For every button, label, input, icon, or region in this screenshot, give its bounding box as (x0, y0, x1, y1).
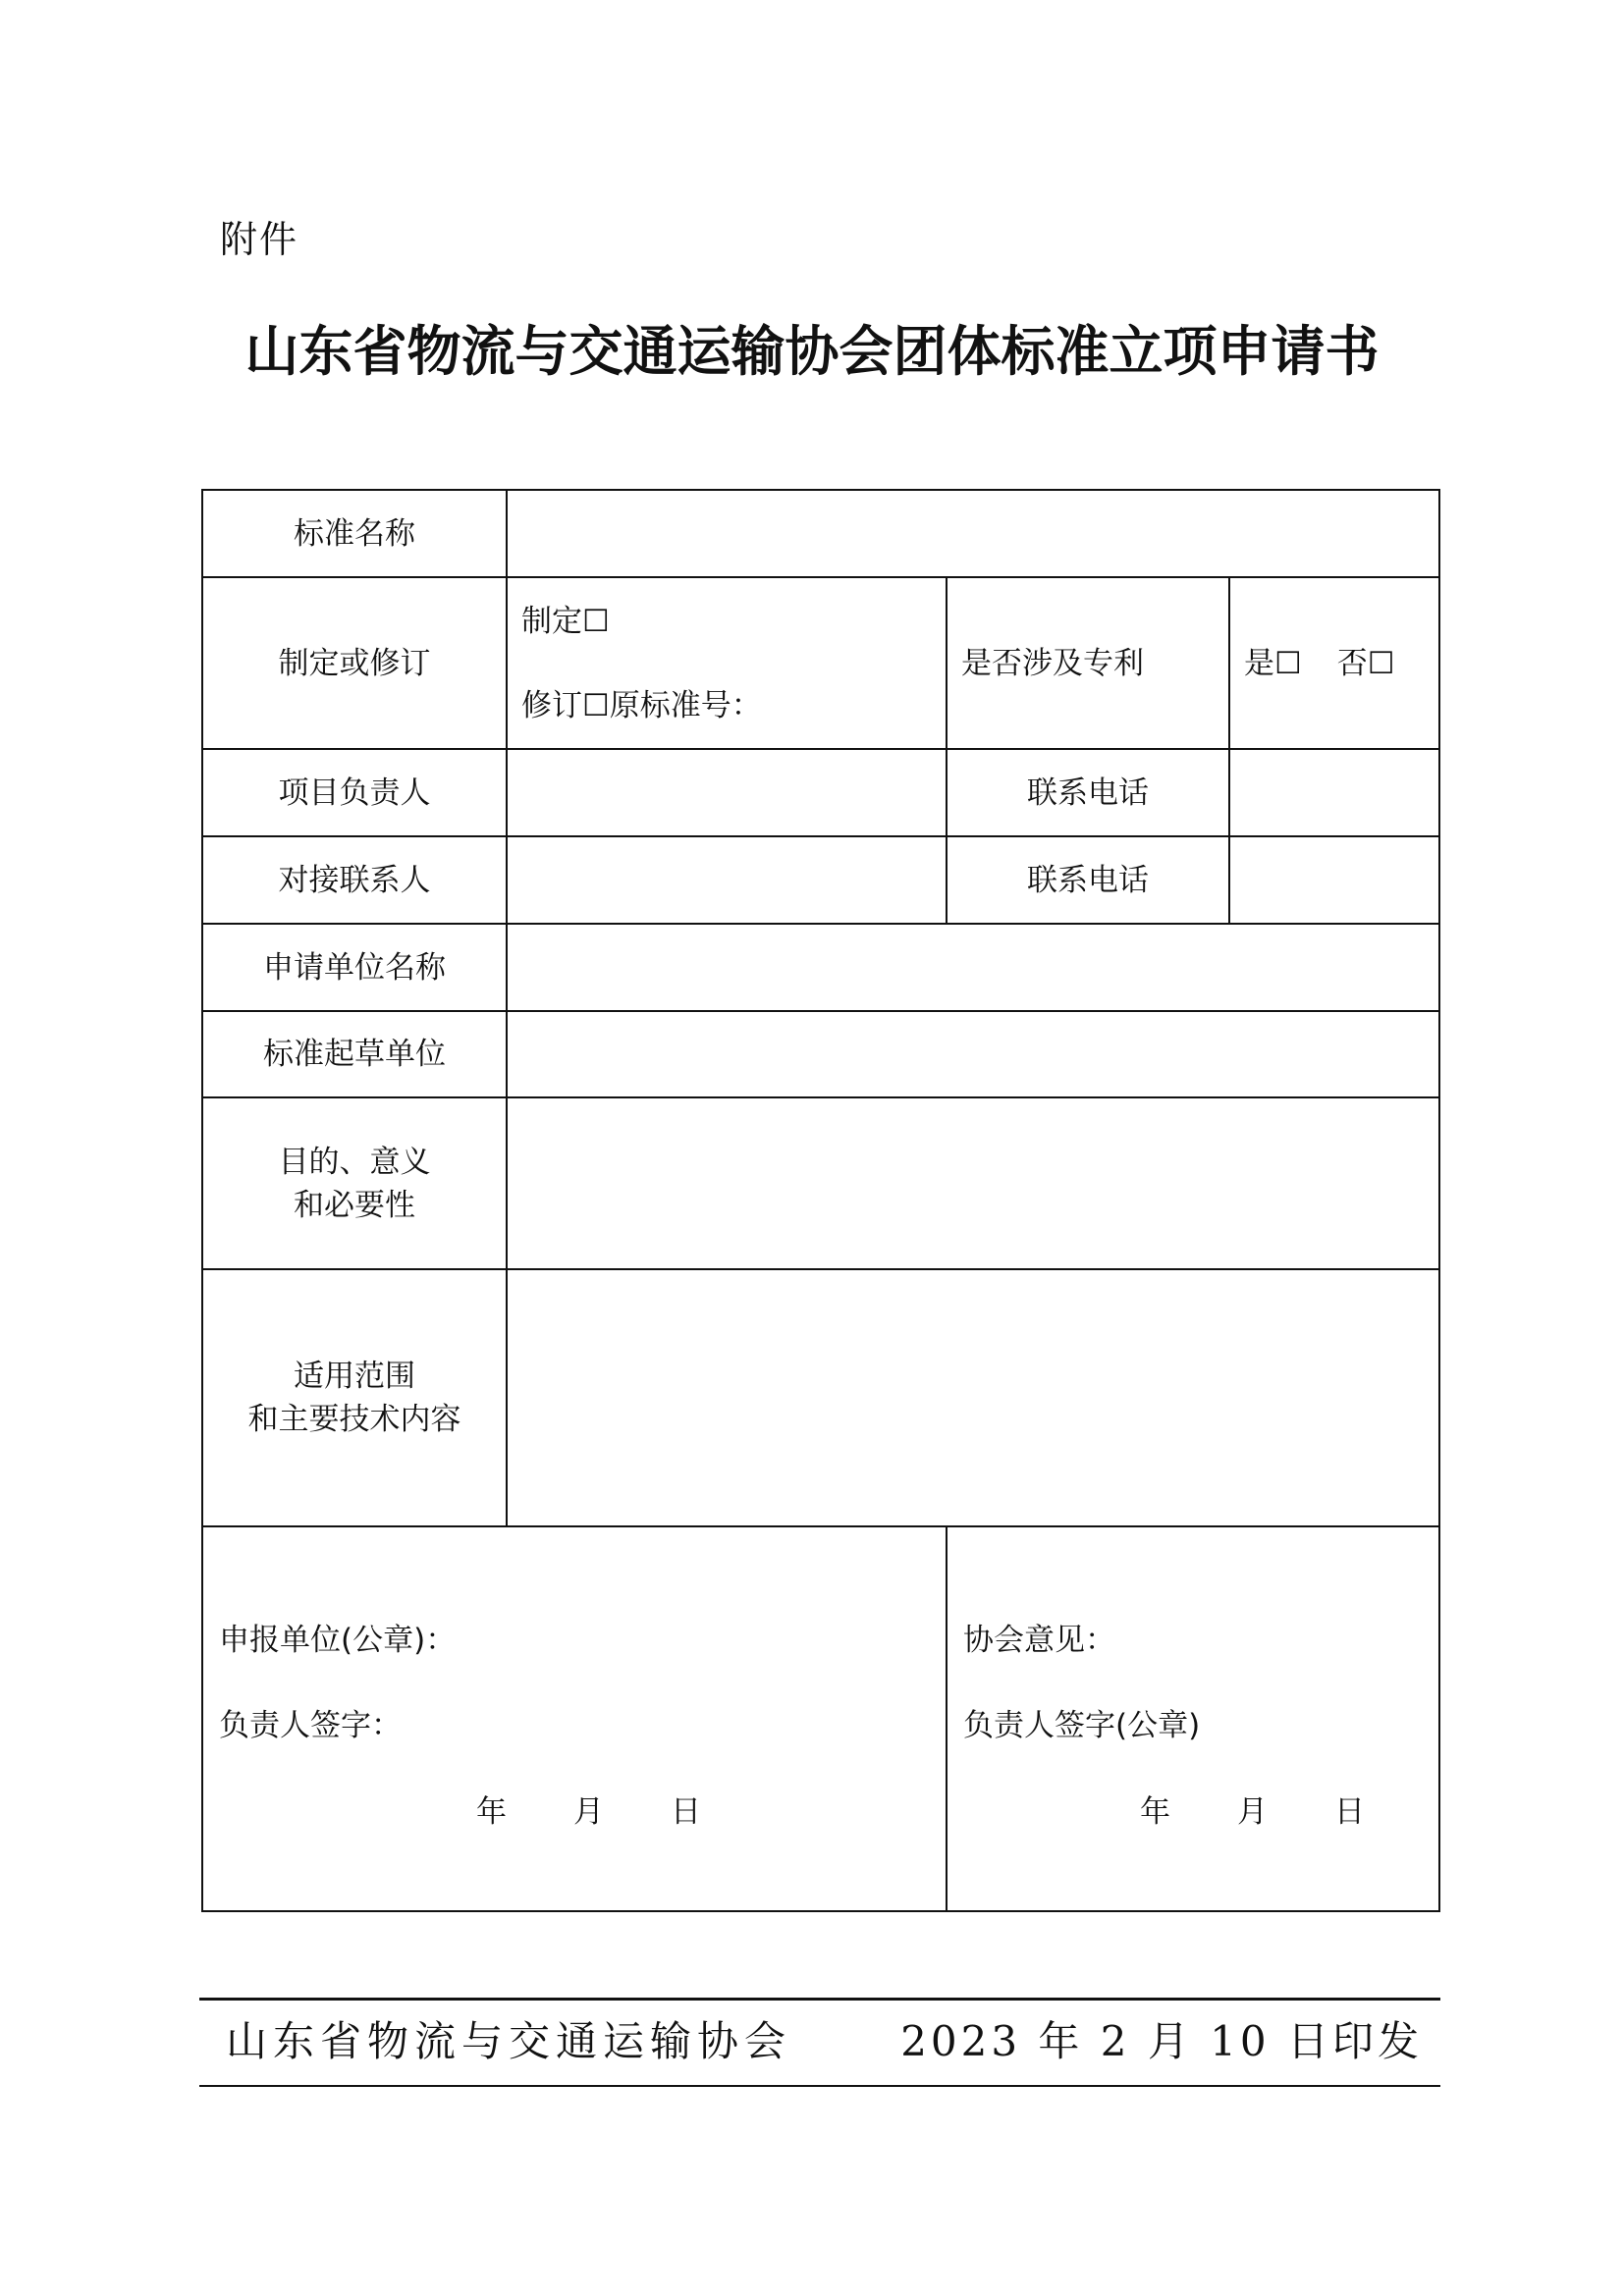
standard-name-label: 标准名称 (202, 490, 507, 577)
phone-label-1: 联系电话 (947, 749, 1229, 836)
type-options-cell (507, 577, 947, 749)
row-standard-name (202, 490, 1439, 577)
row-applicant-unit (202, 924, 1439, 1011)
patent-options-cell (1229, 577, 1439, 749)
application-form-table (201, 489, 1440, 1912)
project-leader-field[interactable] (507, 749, 947, 836)
applicant-unit-label: 申请单位名称 (202, 924, 507, 1011)
applicant-leader-sign-label: 负责人签字： (219, 1708, 402, 1743)
patent-label: 是否涉及专利 (947, 577, 1229, 749)
type-label: 制定或修订 (202, 577, 507, 749)
attachment-label: 附件 (220, 218, 299, 261)
row-project-leader (202, 749, 1439, 836)
contact-person-field[interactable] (507, 836, 947, 924)
phone-field-1[interactable] (1229, 749, 1439, 836)
contact-person-label: 对接联系人 (202, 836, 507, 924)
phone-field-2[interactable] (1229, 836, 1439, 924)
row-signatures (202, 1526, 1439, 1911)
purpose-label-line2: 和必要性 (294, 1187, 415, 1223)
row-scope (202, 1269, 1439, 1526)
scope-label-line1: 适用范围 (294, 1359, 415, 1394)
purpose-label (202, 1097, 507, 1269)
footer-bottom-rule (199, 2085, 1440, 2087)
row-drafting-unit (202, 1011, 1439, 1097)
patent-no-checkbox[interactable]: 否☐ (1336, 645, 1395, 681)
phone-label-2: 联系电话 (947, 836, 1229, 924)
association-date-label: 年 月 日 (1140, 1794, 1367, 1830)
purpose-label-line1: 目的、意义 (278, 1144, 431, 1180)
row-purpose (202, 1097, 1439, 1269)
drafting-unit-label: 标准起草单位 (202, 1011, 507, 1097)
scope-field[interactable] (507, 1269, 1439, 1526)
applicant-unit-field[interactable] (507, 924, 1439, 1011)
purpose-field[interactable] (507, 1097, 1439, 1269)
drafting-unit-field[interactable] (507, 1011, 1439, 1097)
footer-top-rule (199, 1998, 1440, 2001)
applicant-signature-cell (202, 1526, 947, 1911)
applicant-seal-label: 申报单位(公章)： (219, 1623, 457, 1658)
patent-yes-checkbox[interactable]: 是☐ (1244, 645, 1302, 681)
footer-issue-date: 2023 年 2 月 10 日印发 (900, 2017, 1423, 2065)
association-opinion-cell (947, 1526, 1439, 1911)
project-leader-label: 项目负责人 (202, 749, 507, 836)
footer-issuer: 山东省物流与交通运输协会 (226, 2017, 792, 2065)
association-opinion-label: 协会意见： (963, 1623, 1115, 1658)
scope-label-line2: 和主要技术内容 (247, 1402, 461, 1437)
row-formulate-or-revise (202, 577, 1439, 749)
option-revise-checkbox[interactable]: 修订☐原标准号： (521, 687, 762, 723)
association-leader-sign-label: 负责人签字(公章) (963, 1708, 1201, 1743)
row-contact-person (202, 836, 1439, 924)
scope-label (202, 1269, 507, 1526)
applicant-date-label: 年 月 日 (476, 1794, 703, 1830)
option-formulate-checkbox[interactable]: 制定☐ (521, 603, 610, 639)
standard-name-field[interactable] (507, 490, 1439, 577)
page-title: 山东省物流与交通运输协会团体标准立项申请书 (244, 319, 1380, 383)
